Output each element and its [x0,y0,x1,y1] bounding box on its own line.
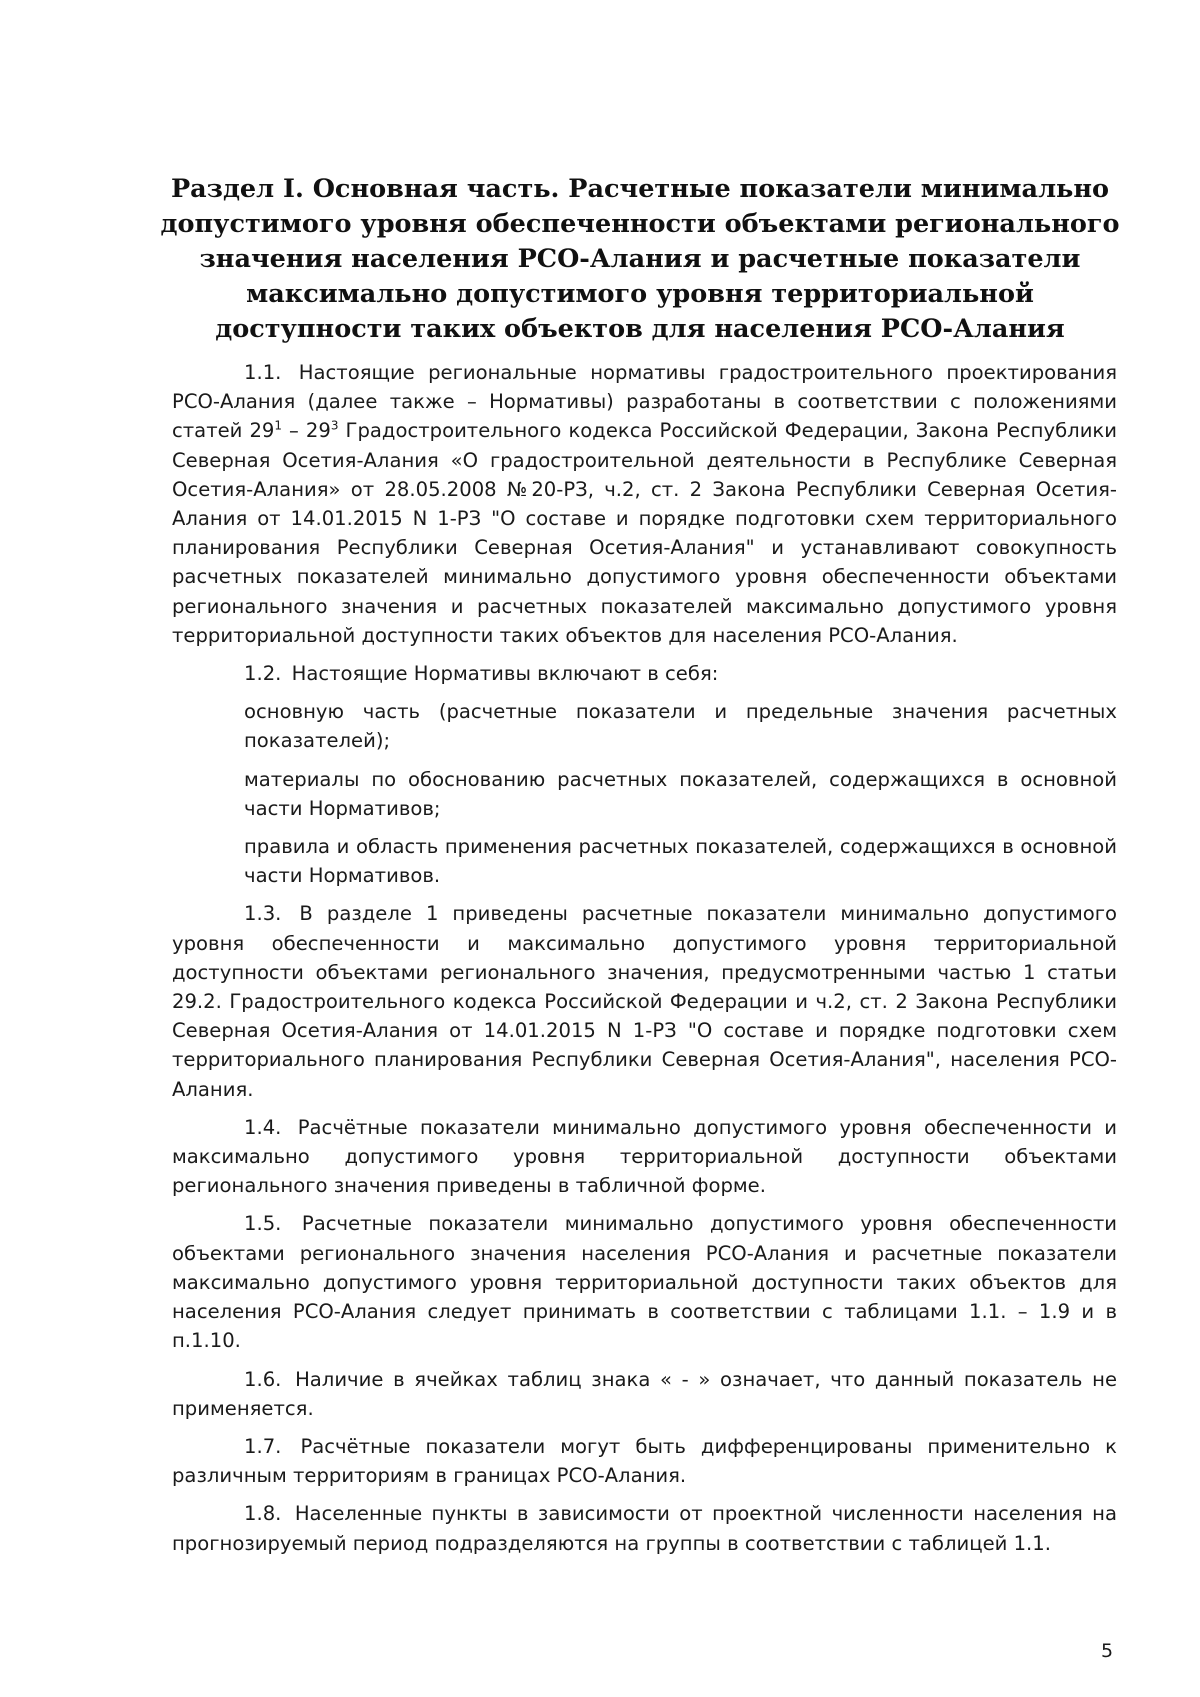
section-title: Раздел I. Основная часть. Расчетные показатели минимально допустимого уровня обеспеченности объектами регионального значения населения РСО-Алания и расчетные показатели максимально допустимого уровня территориальной доступности таких объектов для населения РСО-Алания [160,174,1120,344]
paragraph-number: 1.3. [244,902,282,926]
list-item: материалы по обоснованию расчетных показателей, содержащихся в основной части Нормативов; [244,767,1117,820]
paragraph-number: 1.7. [244,1434,282,1458]
paragraph-1-4 [172,1113,1117,1201]
paragraph-text: В разделе 1 приведены расчетные показатели минимально допустимого уровня обеспеченности и максимально допустимого уровня территориальной доступности объектами регионального значения, предусмотренными частью 1 статьи 29.2. Градостроительного кодекса Российской Федерации и ч.2, ст. 2 Закона Республики Северная Осетия-Алания от 14.01.2015 N 1-РЗ "О составе и порядке подготовки схем территориального планирования Республики Северная Осетия-Алания", населения РСО-Алания. [172,902,1117,1101]
paragraph-text: Расчетные показатели минимально допустимого уровня обеспеченности объектами регионального значения населения РСО-Алания и расчетные показатели максимально допустимого уровня территориальной доступности таких объектов для населения РСО-Алания следует принимать в соответствии с таблицами 1.1. – 1.9 и в п.1.10. [172,1212,1117,1353]
paragraph-1-7 [172,1432,1117,1490]
paragraph-1-8 [172,1499,1117,1557]
paragraph-number: 1.4. [244,1115,282,1139]
paragraph-1-2 [172,659,1117,688]
superscript-3: 3 [330,418,339,433]
paragraph-number: 1.1. [244,361,282,384]
paragraph-text-part-c: Градостроительного кодекса Российской Федерации, Закона Республики Северная Осетия-Алания «О градостроительной деятельности в Республике Северная Осетия-Алания» от 28.05.2008 №20-РЗ, ч.2, ст. 2 Закона Республики Северная Осетия-Алания от 14.01.2015 N 1-РЗ "О составе и порядке подготовки схем территориального планирования Республики Северная Осетия-Алания" и устанавливают совокупность расчетных показателей минимально допустимого уровня обеспеченности объектами регионального значения и расчетных показателей максимально допустимого уровня территориальной доступности таких объектов для населения РСО-Алания. [172,419,1117,647]
list-item: основную часть (расчетные показатели и предельные значения расчетных показателей); [244,700,1117,753]
paragraph-text: Наличие в ячейках таблиц знака « - » означает, что данный показатель не применяется. [172,1367,1118,1420]
paragraph-number: 1.5. [244,1212,282,1236]
paragraph-1-6 [172,1365,1117,1423]
paragraph-text: Расчётные показатели минимально допустимого уровня обеспеченности и максимально допустимого уровня территориальной доступности объектами регионального значения приведены в табличной форме. [172,1115,1117,1198]
paragraph-1-5 [172,1209,1117,1355]
paragraph-number: 1.2. [244,662,282,686]
page-number: 5 [1101,1640,1114,1662]
list-item: правила и область применения расчетных показателей, содержащихся в основной части Нормативов. [244,835,1117,888]
paragraph-text-part-a: Настоящие региональные нормативы градостроительного проектирования РСО-Алания (далее также – Нормативы) разработаны в соответствии с положениями статей 29 [172,361,1117,443]
paragraph-number: 1.8. [244,1502,282,1526]
paragraph-text-part-b: – 29 [282,419,331,443]
paragraph-1-3 [172,899,1117,1103]
paragraph-number: 1.6. [244,1367,282,1391]
document-body [172,358,1117,1567]
paragraph-text: Населенные пункты в зависимости от проектной численности населения на прогнозируемый период подразделяются на группы в соответствии с таблицей 1.1. [172,1502,1117,1555]
paragraph-1-1 [172,358,1117,650]
superscript-1: 1 [274,418,283,433]
paragraph-text: Расчётные показатели могут быть дифференцированы применительно к различным территориям в границах РСО-Алания. [172,1434,1117,1488]
paragraph-text: Настоящие Нормативы включают в себя: [291,662,719,686]
